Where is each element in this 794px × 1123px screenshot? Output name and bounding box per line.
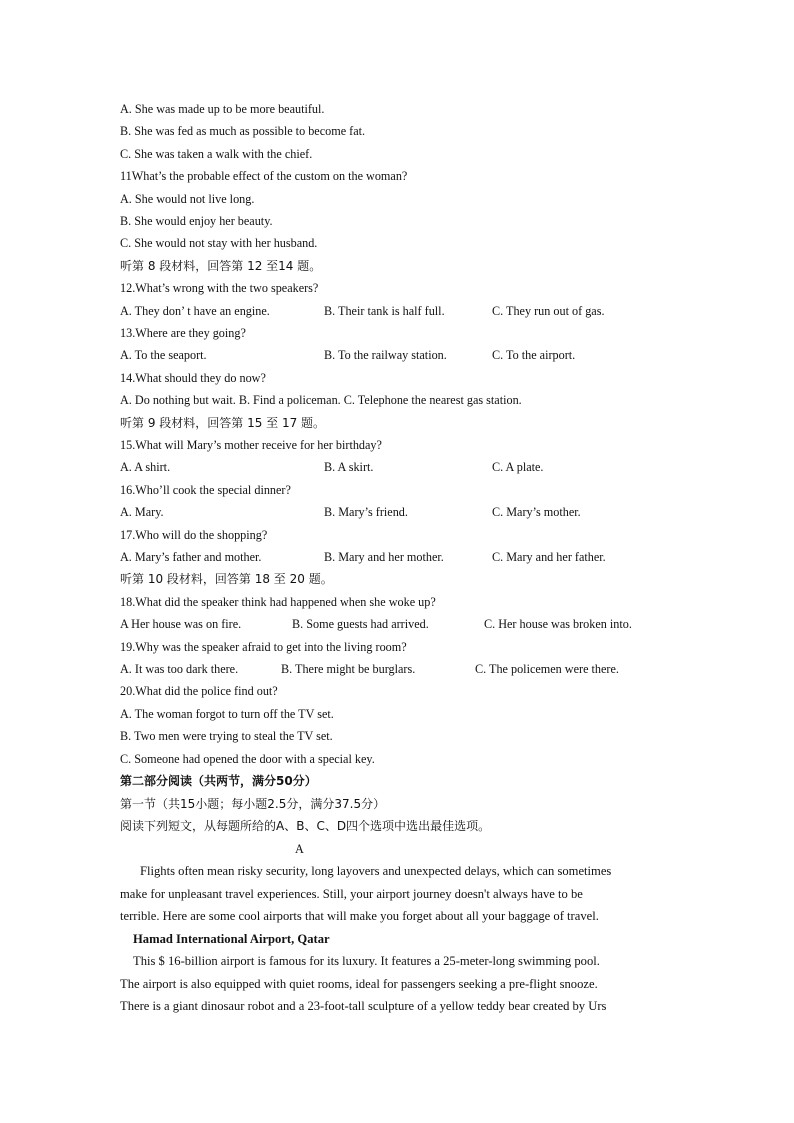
- airport-heading: Hamad International Airport, Qatar: [133, 932, 330, 946]
- q19-option-a: A. It was too dark there.: [120, 662, 239, 676]
- q15-question: 15.What will Mary’s mother receive for her birthday?: [120, 438, 382, 452]
- q18-question: 18.What did the speaker think had happened when she woke up?: [120, 595, 436, 609]
- q12-option-b: B. Their tank is half full.: [324, 304, 445, 318]
- q19-option-b: B. There might be burglars.: [281, 662, 416, 676]
- part2-instruction: 阅读下列短文，从每题所给的A、B、C、D四个选项中选出最佳选项。: [120, 819, 491, 833]
- q13-option-c: C. To the airport.: [492, 348, 576, 362]
- q11-option-b: B. She would enjoy her beauty.: [120, 214, 273, 228]
- q13-question: 13.Where are they going?: [120, 326, 246, 340]
- q16-option-a: A. Mary.: [120, 505, 164, 519]
- q16-question: 16.Who’ll cook the special dinner?: [120, 483, 291, 497]
- q11-question: 11What’s the probable effect of the custom on the woman?: [120, 169, 408, 183]
- q16-option-c: C. Mary’s mother.: [492, 505, 581, 519]
- q20-option-b: B. Two men were trying to steal the TV set.: [120, 729, 333, 743]
- q17-option-c: C. Mary and her father.: [492, 550, 606, 564]
- q15-option-c: C. A plate.: [492, 460, 544, 474]
- q17-option-b: B. Mary and her mother.: [324, 550, 444, 564]
- q13-option-a: A. To the seaport.: [120, 348, 207, 362]
- section8-heading: 听第 8 段材料，回答第 12 至14 题。: [120, 259, 322, 273]
- q10-option-a: A. She was made up to be more beautiful.: [120, 102, 325, 116]
- passage-intro-line: Flights often mean risky security, long layovers and unexpected delays, which can sometimes: [140, 864, 612, 878]
- q12-option-a: A. They don’ t have an engine.: [120, 304, 270, 318]
- section10-heading: 听第 10 段材料，回答第 18 至 20 题。: [120, 572, 333, 586]
- q17-option-a: A. Mary’s father and mother.: [120, 550, 262, 564]
- q16-option-b: B. Mary’s friend.: [324, 505, 408, 519]
- q19-question: 19.Why was the speaker afraid to get into the living room?: [120, 640, 407, 654]
- q10-option-b: B. She was fed as much as possible to become fat.: [120, 124, 366, 138]
- part2-section1: 第一节（共15小题；每小题2.5分，满分37.5分）: [120, 797, 386, 811]
- q10-option-c: C. She was taken a walk with the chief.: [120, 147, 313, 161]
- passage-intro-line: terrible. Here are some cool airports that will make you forget about all your baggage of travel.: [120, 909, 599, 923]
- airport-text-line: The airport is also equipped with quiet rooms, ideal for passengers seeking a pre-flight snooze.: [120, 977, 598, 991]
- q13-option-b: B. To the railway station.: [324, 348, 447, 362]
- section9-heading: 听第 9 段材料，回答第 15 至 17 题。: [120, 416, 326, 430]
- q15-option-a: A. A shirt.: [120, 460, 171, 474]
- airport-text-line: There is a giant dinosaur robot and a 23-foot-tall sculpture of a yellow teddy bear created by Urs: [120, 999, 607, 1013]
- q18-option-b: B. Some guests had arrived.: [292, 617, 429, 631]
- q11-option-a: A. She would not live long.: [120, 192, 255, 206]
- q15-option-b: B. A skirt.: [324, 460, 374, 474]
- airport-text-line: This $ 16-billion airport is famous for its luxury. It features a 25-meter-long swimming pool.: [133, 954, 600, 968]
- passage-intro-line: make for unpleasant travel experiences. Still, your airport journey doesn't always have to be: [120, 887, 583, 901]
- q14-question: 14.What should they do now?: [120, 371, 266, 385]
- q18-option-c: C. Her house was broken into.: [484, 617, 632, 631]
- part2-title: 第二部分阅读（共两节，满分50分）: [120, 774, 317, 788]
- q12-question: 12.What’s wrong with the two speakers?: [120, 281, 319, 295]
- q19-option-c: C. The policemen were there.: [475, 662, 619, 676]
- q17-question: 17.Who will do the shopping?: [120, 528, 268, 542]
- passage-letter: A: [295, 842, 304, 856]
- q11-option-c: C. She would not stay with her husband.: [120, 236, 318, 250]
- q20-option-c: C. Someone had opened the door with a special key.: [120, 752, 375, 766]
- q20-option-a: A. The woman forgot to turn off the TV set.: [120, 707, 334, 721]
- q20-question: 20.What did the police find out?: [120, 684, 278, 698]
- q12-option-c: C. They run out of gas.: [492, 304, 605, 318]
- q18-option-a: A Her house was on fire.: [120, 617, 242, 631]
- q14-options: A. Do nothing but wait. B. Find a policeman. C. Telephone the nearest gas station.: [120, 393, 522, 407]
